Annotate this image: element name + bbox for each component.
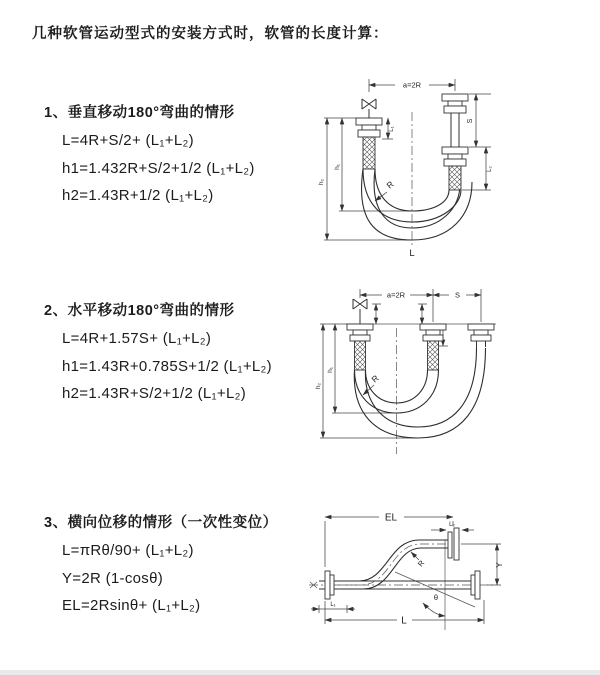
dim-label-s: S [454, 290, 461, 300]
diagram-lateral-displacement [303, 503, 600, 665]
dim-label-y: Y [495, 562, 504, 568]
dim-label-a2r: a=2R [386, 290, 406, 300]
left-pipe-assembly [347, 299, 373, 370]
center-pipe-assembly [420, 324, 446, 370]
hose-centerline [334, 544, 448, 585]
dim-label-h2: h₂ [315, 382, 322, 390]
braided-hose-section [449, 166, 461, 190]
formula-line: L=4R+1.57S+ (L₁+L₂) [62, 330, 212, 347]
valve-icon [362, 99, 376, 109]
lower-right-flange [471, 571, 480, 599]
braided-hose-section [428, 341, 439, 370]
formula-line: h1=1.432R+S/2+1/2 (L₁+L₂) [62, 159, 255, 177]
page-title: 几种软管运动型式的安装方式时，软管的长度计算： [32, 26, 389, 42]
dim-label-r: R [415, 558, 427, 569]
dim-label-el: EL [384, 512, 398, 524]
section-heading: 2、水平移动180°弯曲的情形 [44, 303, 235, 319]
formula-line: h2=1.43R+S/2+1/2 (L₁+L₂) [62, 385, 247, 402]
valve-icon [353, 299, 367, 309]
dim-label-s: S [467, 118, 474, 124]
section-lateral-displacement [44, 510, 278, 620]
formula-line: Y=2R (1-cosθ) [62, 569, 164, 587]
diagram-horizontal-180-bend [310, 282, 578, 464]
dim-label-r: R [369, 372, 381, 385]
upper-right-flange [448, 528, 459, 560]
dim-label-l: L [401, 615, 407, 627]
dimension-lines [311, 517, 501, 624]
dimension-lines [320, 289, 481, 438]
right-pipe-assembly [442, 94, 468, 190]
formula-line: h2=1.43R+1/2 (L₁+L₂) [62, 187, 214, 204]
formula-line: h1=1.43R+0.785S+1/2 (L₁+L₂) [62, 357, 272, 375]
dim-label-a2r: a=2R [402, 80, 422, 90]
dim-label-r: R [384, 178, 396, 191]
diagram-vertical-180-bend [312, 72, 580, 260]
dim-label-l2: L₂ [487, 166, 493, 172]
hose-arcs [354, 348, 485, 438]
section-vertical-movement [44, 100, 255, 210]
formula-line: L=πRθ/90+ (L₁+L₂) [62, 542, 194, 559]
formula-line: L=4R+S/2+ (L₁+L₂) [62, 132, 194, 149]
dim-label-h1: h₁ [327, 367, 334, 373]
section-heading: 1、垂直移动180°弯曲的情形 [44, 105, 235, 121]
dim-label-h2: h₂ [318, 178, 325, 186]
scan-edge [0, 670, 600, 675]
formula-line: EL=2Rsinθ+ (L₁+L₂) [62, 597, 201, 614]
dim-label-l2: L₂ [449, 522, 455, 528]
right-pipe-assembly [468, 324, 494, 349]
section-heading: 3、横向位移的情形（一次性变位） [44, 515, 278, 531]
dim-label-l: L [409, 248, 415, 259]
dim-label-l1: L₁ [389, 126, 395, 132]
section-horizontal-movement [44, 298, 272, 408]
braided-hose-section [355, 341, 366, 370]
dim-label-h1: h₁ [334, 164, 341, 170]
dim-label-l1: L₁ [330, 602, 336, 608]
braided-hose-section [363, 137, 375, 169]
left-pipe-assembly [356, 99, 382, 169]
dim-label-theta: θ [433, 593, 439, 602]
